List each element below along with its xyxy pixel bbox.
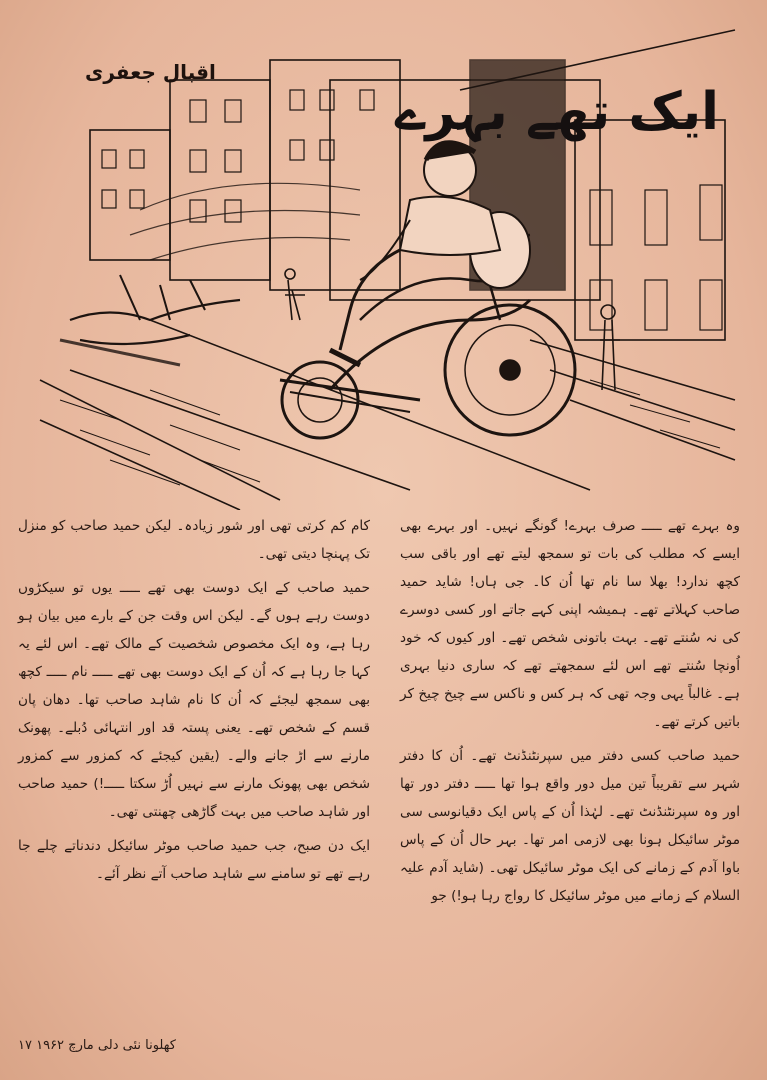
page-footer: کھلونا نئی دلی مارچ ۱۹۶۲ ۱۷	[18, 1038, 176, 1053]
paragraph: کام کم کرتی تھی اور شور زیادہ۔ لیکن حمید صاحب کو منزل تک پہنچا دیتی تھی۔	[18, 518, 370, 562]
paragraph: حمید صاحب کسی دفتر میں سپرنٹنڈنٹ تھے۔ اُن کا دفتر شہر سے تقریباً تین میل دور واقع ہوا تھا ـــــ دفتر دور تھا اور وہ سپرنٹنڈنٹ تھے۔ لہٰذا اُن کے پاس ایک دقیانوسی سی موٹر سائیکل ہونا بھی لازمی امر تھا۔ بہر حال اُن کے پاس باوا آدم کے زمانے کی ایک موٹر سائیکل تھی۔ (شاید آدم علیہ السلام کے زمانے میں موٹر سائیکل کا رواج رہا ہو!) جو	[400, 748, 740, 904]
author-name: اقبال جعفری	[85, 60, 216, 84]
paragraph: وہ بہرے تھے ـــــ صرف بہرے! گونگے نہیں۔ اور بہرے بھی ایسے کہ مطلب کی بات تو سمجھ لیتے تھے اور باقی سب کچھ ندارد! بھلا سا نام تھا اُن کا۔ جی ہاں! شاید حمید صاحب کہلاتے تھے۔ ہمیشہ اپنی کہے جاتے اور کسی دوسرے کی نہ سُنتے تھے۔ بہت باتونی شخص تھے۔ اور کیوں کہ خود اُونچا سُنتے تھے اس لئے سمجھتے تھے کہ ساری دنیا بہری ہے۔ غالباً یہی وجہ تھی کہ ہر کس و ناکس سے چیخ چیخ کر باتیں کرتے تھے۔	[400, 518, 740, 730]
paragraph: ایک دن صبح، جب حمید صاحب موٹر سائیکل دندناتے چلے جا رہے تھے تو سامنے سے شاہد صاحب آتے نظر آئے۔	[18, 838, 370, 882]
text-column-left	[18, 512, 370, 894]
story-title: ایک تھے بہرے	[395, 82, 719, 142]
paragraph: حمید صاحب کے ایک دوست بھی تھے ـــــ یوں تو سیکڑوں دوست رہے ہوں گے۔ لیکن اس وقت جن کے بارے میں بیان ہو رہا ہے، وہ ایک مخصوص شخصیت کے مالک تھے۔ اس لئے یہ کہا جا رہا ہے کہ اُن کے ایک دوست بھی تھے ـــــ نام ـــــ کچھ بھی سمجھ لیجئے کہ اُن کا نام شاہد صاحب تھا۔ دھان پان قسم کے شخص تھے۔ یعنی پستہ قد اور انتہائی دُبلے۔ پھونک مارنے سے اڑ جانے والے۔ (یقین کیجئے کہ کمزور سے کمزور شخص بھی پھونک مارنے سے نہیں اُڑ سکتا ـــــ!) حمید صاحب اور شاہد صاحب میں بہت گاڑھی چھنتی تھی۔	[18, 580, 370, 820]
text-column-right	[400, 512, 740, 916]
